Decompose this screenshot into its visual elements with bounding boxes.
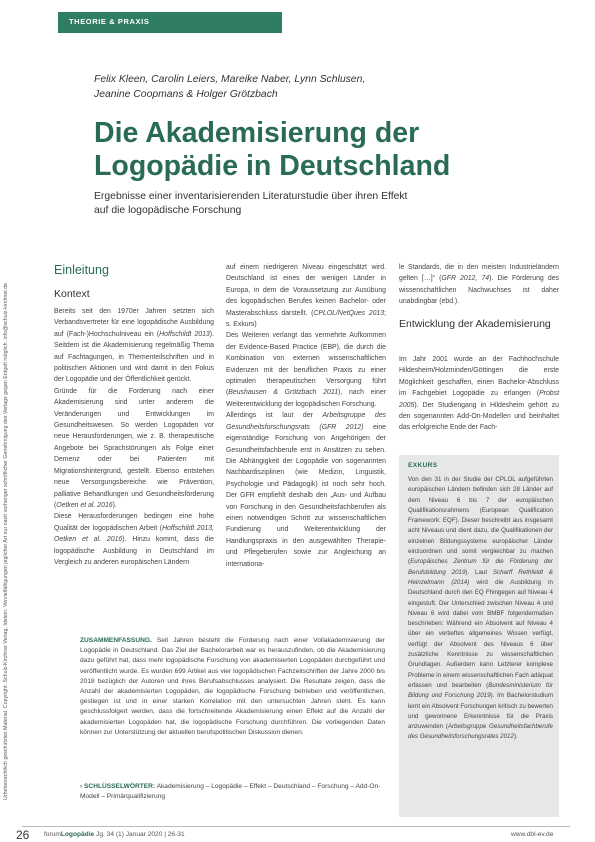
article-title xyxy=(94,117,574,183)
heading-introduction: Einleitung xyxy=(54,263,109,277)
footer-divider xyxy=(22,826,570,827)
excursus-box xyxy=(399,455,559,817)
section-tag-label: THEORIE & PRAXIS xyxy=(69,17,150,26)
journal-citation xyxy=(44,831,185,838)
title-line-2: Logopädie in Deutschland xyxy=(94,150,451,182)
text: forum xyxy=(44,831,61,838)
text: Allerdings ist laut der xyxy=(226,412,323,420)
text: ). Seitdem ist die Akademisierung regelmäßig Thema auf Fachtagungen, in Thementeilschriften und in politischen Aktionen und wird damit in den Fokus der Logopädie und der Öffentlichkeit gerückt. xyxy=(54,330,214,384)
text: Im Jahr 2001 wurde an der Fachhochschule Hildesheim/Holzminden/Göttingen die erste Möglichkeit geschaffen, einen Bachelor-Abschluss im Fachgebiet Logopädie zu erlangen ( xyxy=(399,356,559,398)
text: Gründe für die Forderung nach einer Akademisierung sind unter anderem die Veränderungen und Entwicklungen im Gesundheitswesen. So werden Logopäden vor neue Herausforderungen, wie z. B. therapeutische Angebote bei Sprachstörungen als Folge einer Demenz oder bei Patienten mit Migrationshintergrund, gestellt. Ebenso entstehen neue Versorgungsbereiche wie Prävention, palliative Behandlungen und Gesundheitsförderung ( xyxy=(54,387,214,509)
col1-paragraph-2 xyxy=(54,386,214,511)
body-column-3-top xyxy=(399,262,559,308)
summary-label: ZUSAMMENFASSUNG. xyxy=(80,637,152,644)
chevron-right-icon: › xyxy=(80,783,83,790)
body-column-1 xyxy=(54,306,214,568)
authors xyxy=(94,72,554,102)
text: ; s. Exkurs) xyxy=(226,309,386,329)
authors-line-1: Felix Kleen, Carolin Leiers, Mareike Naber, Lynn Schlusen, xyxy=(94,74,366,85)
summary-text xyxy=(80,636,385,738)
excursus-title: EXKURS xyxy=(408,462,438,469)
citation: GFR 2012, 74 xyxy=(441,275,490,283)
citation: Hoffschildt 2013 xyxy=(159,330,210,338)
text: Seit Jahren besteht die Forderung nach einer Vollakademisierung der Logopädie in Deutschland. Das Ziel der Bachelorarbeit war es herauszufinden, ob die Akademisierung dazu geführt hat, dass mehr logopädische Forschung von akademisierten Logopäden durchgeführt und veröffentlicht wurde. Es wurden 699 Artikel aus vier logopädischen Fachzeitschriften der Jahre 2000 bis 2018 bezüglich der Autoren und ihres Berufsabschlusses analysiert. Die Resultate zeigen, dass die Anzahl der akademisierten Logopäden, die logopädische Forschung betrieben und veröffentlichen, gestiegen ist und in einer starken Korrelation mit den untersuchten Jahren steht. Es kann geschlussfolgert werden, dass die fortschreitende Akademisierung einen Effekt auf die Anzahl der akademisierten Logopäden hat, die logopädische Forschung durchführen. Die vorliegenden Daten können zur Unterstützung der aktuellen berufspolitischen Diskussion dienen. xyxy=(80,637,385,736)
section-tag xyxy=(58,12,282,33)
citation: Hoffschildt 2013, Oetken et al. 2016 xyxy=(54,524,214,544)
subtitle-line-1: Ergebnisse einer inventarisierenden Literaturstudie über ihren Effekt xyxy=(94,191,408,202)
text: ). xyxy=(513,733,518,741)
copyright-text: Urheberrechtlich geschütztes Material. Copyright: Schulz-Kirchner Verlag, Idstein. Vervielfältigungen jeglicher Art nur nach vorheriger schriftlicher Genehmigung des Verlags gegen Entgelt möglich. info@schulz-kirchner.de xyxy=(3,282,9,800)
text: wird die Ausbildung in Deutschland durch den EQ Fhingegen auf Niveau 4 eingestuft. Der Unterschied zwischen Niveau 4 und Niveau 6 wird dabei vom BMBF folgendermaßen beschrieben: Während ein Absolvent auf Niveau 4 über ein vertieftes allgemeines Wissen verfügt, verfügt der Absolvent des Niveaus 6 über zusätzliche Kenntnisse zu wissenschaftlichen Grundlagen. Außerdem kann Letzterer komplexe Probleme in einem wissenschaftlichen Fach adäquat erfassen und bearbeiten ( xyxy=(408,578,553,689)
col1-paragraph-3 xyxy=(54,511,214,568)
website-link[interactable]: www.dbl-ev.de xyxy=(511,831,554,838)
text: ). Laut xyxy=(465,568,493,576)
text: ). Hinzu kommt, dass die logopädische Ausbildung in Deutschland im Vergleich zu anderen europäischen Ländern xyxy=(54,536,214,566)
text: ). Im Bachelorstudium lernt ein Absolvent Forschungen kritisch zu bewerten und gewonnene Erkenntnisse für die Praxis anzuwenden ( xyxy=(408,692,553,731)
col2-paragraph-3 xyxy=(226,410,386,570)
body-column-2 xyxy=(226,262,386,570)
citation: Beushausen & Grötzbach 2011 xyxy=(228,389,339,397)
col3-paragraph-2 xyxy=(399,354,559,434)
col2-paragraph-1 xyxy=(226,262,386,330)
side-copyright-notice xyxy=(3,30,13,830)
keywords xyxy=(80,782,385,802)
text: ). Der Studiengang in Hildesheim gehört zu den sogenannten Add-On-Modellen und beinhaltet das erfolgreiche Ende der Fach- xyxy=(399,401,559,432)
citation: CPLOL/NetQues 2013 xyxy=(313,309,385,317)
col3-paragraph-1 xyxy=(399,262,559,308)
text: Diese Herausforderungen bedingen eine hohe Qualität der logopädischen Arbeit ( xyxy=(54,513,214,532)
text: Akademisierung – Logopädie – Effekt – Deutschland – Forschung – Add-On-Modell – Primärqualifizierung xyxy=(80,783,381,801)
text: Des Weiteren verlangt das vermehrte Aufkommen der Evidence-Based Practice (EBP), die durch die Kombination von externen wissenschaftlichen Evidenzen mit der beruflichen Praxis zu einer optimalen therapeutischen Versorgung führt ( xyxy=(226,332,386,397)
citation: Europäisches Zentrum für die Förderung der Berufsbildung 2019 xyxy=(408,558,553,576)
heading-development: Entwicklung der Akademisierung xyxy=(399,318,551,330)
keywords-label: SCHLÜSSELWÖRTER: xyxy=(82,783,156,790)
text: auf einem niedrigeren Niveau eingeschätzt wird. Deutschland ist eines der wenigen Länder in Europa, in dem die Voraussetzung zur Ausübung des logopädischen Berufes keinen Bachelor- oder Masterabschluss darstellt. ( xyxy=(226,264,386,317)
citation: Bundesministerium für Bildung und Forschung 2019 xyxy=(408,681,553,700)
text: ). Die Förderung des wissenschaftlichen Nachwuchses ist daher unabdingbar (ebd.). xyxy=(399,275,559,306)
text: ). xyxy=(112,501,117,509)
citation: Probst 2005 xyxy=(399,390,559,409)
text: eine eigenständige Forschung von Angehörigen der Gesundheitsfachberufe erst in Ansätzen zu sehen. Die Abhängigkeit der Logopädie von sogenannten Nachbardisziplinen (wie Medizin, Linguistik, Psychologie und Pädagogik) ist noch sehr hoch. Der GFR empfiehlt deshalb den „Aus- und Aufbau von Forschung in den Gesundheitsfachberufen als einen notwendigen Schritt zur wissenschaftlichen Fundierung und Weiterentwicklung der Handlungspraxis in den ausgewählten Therapie- und Pflegeberufen sowie zur Angleichung an internationa- xyxy=(226,423,386,568)
subtitle-line-2: auf die logopädische Forschung xyxy=(94,205,242,216)
authors-line-2: Jeanine Coopmans & Holger Grötzbach xyxy=(94,89,278,100)
article-subtitle xyxy=(94,190,554,218)
citation: Scharff Rethfeldt & Heinzelmann (2014) xyxy=(408,568,553,586)
citation: Oetken et al. 2016 xyxy=(56,501,113,509)
body-column-3-development xyxy=(399,354,559,434)
journal-brand: Logopädie xyxy=(60,831,95,838)
text: ), nach einer Weiterentwicklung der logopädischen Forschung. xyxy=(226,389,386,408)
excursus-text xyxy=(408,475,553,743)
text: le Standards, die in den meisten Industrieländern gelten […]“ ( xyxy=(399,264,559,283)
citation: Arbeitsgruppe Gesundheitsfachberufe des Gesundheitsforschungsrates 2012 xyxy=(408,723,553,741)
page-number: 26 xyxy=(16,828,30,842)
title-line-1: Die Akademisierung der xyxy=(94,117,420,149)
heading-context: Kontext xyxy=(54,288,90,300)
text: Jg. 34 (1) Januar 2020 | 26-31 xyxy=(94,831,185,838)
text: Von den 31 in der Studie der CPLOL aufgeführten europäischen Ländern befinden sich 28 Länder auf dem Niveau 6 bis 7 der europäischen Qualifikationsrahmens (European Qualification Framework: EQF). Dieser beschreibt aus insgesamt acht Niveaus und dient dazu, die Qualifikationen der einzelnen Bildungssysteme europäischer Länder einzuordnen und somit vergleichbar zu machen ( xyxy=(408,476,553,566)
col2-paragraph-2 xyxy=(226,330,386,410)
col1-paragraph-1 xyxy=(54,306,214,386)
citation: Arbeitsgruppe des Gesundheitsforschungsrats (GFR 2012) xyxy=(226,412,387,431)
text: Bereits seit den 1970er Jahren setzten sich Verbandsvertreter für eine logopädische Ausbildung auf (Fach-)Hochschulniveau ein ( xyxy=(54,308,214,338)
summary-box xyxy=(54,630,390,817)
